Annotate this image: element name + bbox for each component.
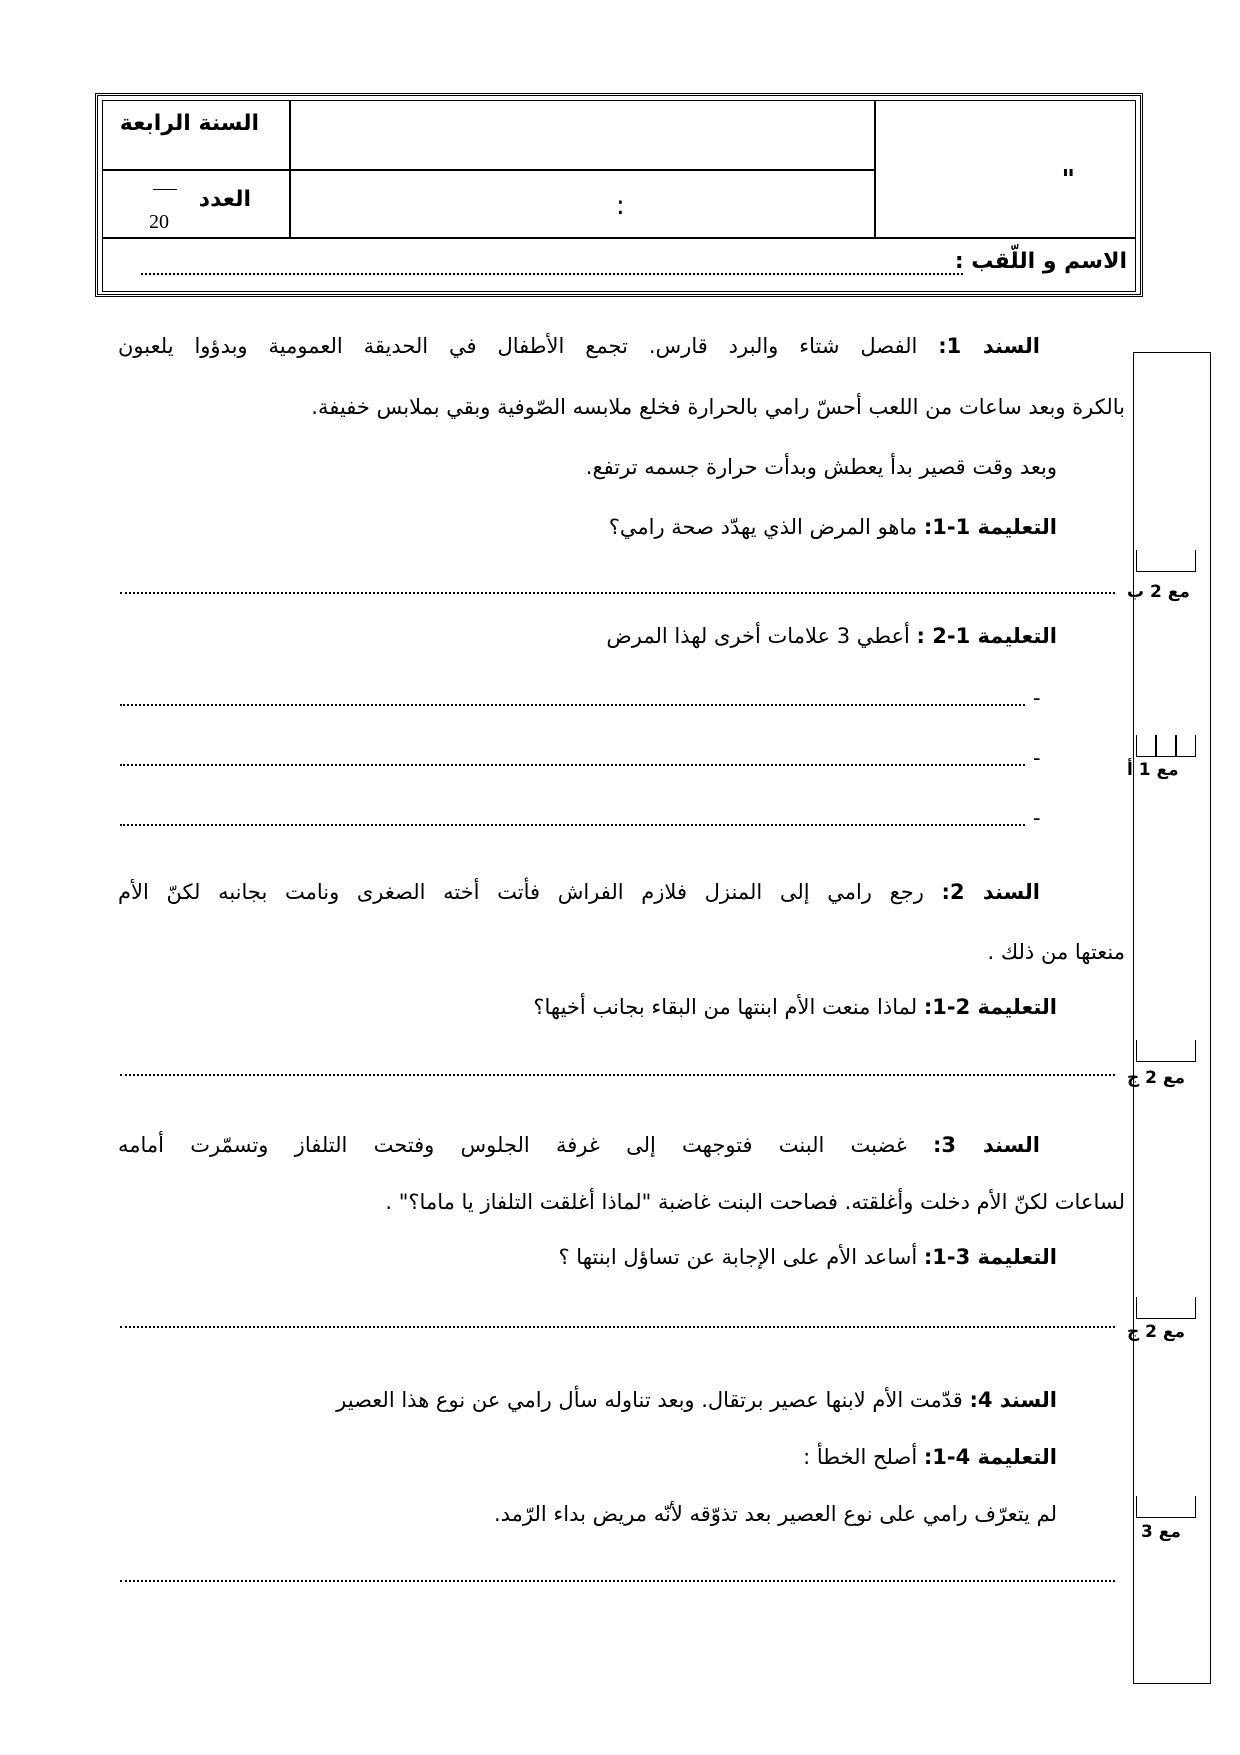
header-quote-mark: " <box>1061 165 1075 195</box>
document-3-line-1 <box>118 1133 1040 1158</box>
document-1-line-3: وبعد وقت قصير بدأ يعطش وبدأت حرارة جسمه ترتفع. <box>585 455 1057 479</box>
answer-line-3-1[interactable] <box>120 1326 1115 1328</box>
document-4-label: السند 4: <box>969 1388 1057 1412</box>
document-4-line-1 <box>336 1388 1057 1413</box>
score-fraction-line <box>153 189 177 190</box>
header-table <box>95 93 1143 297</box>
answer-line-1-2-c[interactable] <box>120 824 1025 826</box>
document-2-line-1 <box>118 880 1040 905</box>
grade-box-1[interactable] <box>1136 550 1196 572</box>
bullet-dash: - <box>1033 746 1041 770</box>
bullet-dash: - <box>1033 806 1041 830</box>
instruction-4-1-text: أصلح الخطأ : <box>803 1445 918 1469</box>
answer-line-1-1[interactable] <box>120 592 1115 594</box>
grade-box-5[interactable] <box>1136 1496 1196 1518</box>
instruction-2-1-label: التعليمة 2-1: <box>923 995 1057 1019</box>
document-2-text: رجع رامي إلى المنزل فلازم الفراش فأتت أخته الصغرى ونامت بجانبه لكنّ الأم <box>118 880 924 904</box>
document-1-line-1 <box>118 334 1040 359</box>
grade-box-4[interactable] <box>1136 1297 1196 1319</box>
header-colon: : <box>616 191 625 221</box>
instruction-2-1-text: لماذا منعت الأم ابنتها من البقاء بجانب أخيها؟ <box>533 995 918 1019</box>
document-3-label: السند 3: <box>932 1133 1040 1157</box>
document-2-line-2: منعتها من ذلك . <box>987 940 1125 964</box>
document-2-label: السند 2: <box>941 880 1040 904</box>
score-cell <box>102 170 290 238</box>
answer-line-1-2-b[interactable] <box>120 764 1025 766</box>
answer-line-4-1[interactable] <box>120 1580 1115 1582</box>
answer-line-2-1[interactable] <box>120 1074 1115 1076</box>
header-colon-cell <box>290 170 875 238</box>
document-1-text: الفصل شتاء والبرد قارس. تجمع الأطفال في الحديقة العمومية وبدؤوا يلعبون <box>118 334 918 358</box>
document-4-text: قدّمت الأم لابنها عصير برتقال. وبعد تناوله سأل رامي عن نوع هذا العصير <box>336 1388 963 1412</box>
bullet-dash: - <box>1033 686 1041 710</box>
document-3-line-2: لساعات لكنّ الأم دخلت وأغلقته. فصاحت البنت غاضبة "لماذا أغلقت التلفاز يا ماما؟" . <box>385 1190 1125 1214</box>
name-label: الاسم و اللّقب : <box>954 249 1127 274</box>
instruction-3-1-text: أساعد الأم على الإجابة عن تساؤل ابنتها ؟ <box>558 1245 918 1269</box>
instruction-1-2-label: التعليمة 1-2 : <box>916 624 1057 648</box>
document-1-line-2: بالكرة وبعد ساعات من اللعب أحسّ رامي بالحرارة فخلع ملابسه الصّوفية وبقي بملابس خفيفة. <box>311 395 1125 419</box>
document-1-label: السند 1: <box>938 334 1040 358</box>
score-label: العدد <box>198 187 251 212</box>
grade-label-3: مع 2 ج <box>1127 1068 1186 1088</box>
grade-label-4: مع 2 ج <box>1127 1322 1186 1342</box>
grade-label-1: مع 2 ب <box>1127 582 1190 602</box>
instruction-1-1-label: التعليمة 1-1: <box>923 515 1057 539</box>
grade-box-2c[interactable] <box>1176 735 1196 757</box>
grade-box-2a[interactable] <box>1136 735 1156 757</box>
grade-box-3[interactable] <box>1136 1040 1196 1062</box>
score-denominator: 20 <box>149 211 169 233</box>
grade-box-2b[interactable] <box>1156 735 1176 757</box>
grade-label-5: مع 3 <box>1141 1522 1181 1542</box>
instruction-1-1 <box>609 515 1057 540</box>
instruction-3-1-label: التعليمة 3-1: <box>923 1245 1057 1269</box>
instruction-1-1-text: ماهو المرض الذي يهدّد صحة رامي؟ <box>608 515 918 539</box>
instruction-3-1 <box>558 1245 1057 1270</box>
instruction-1-2-text: أعطي 3 علامات أخرى لهذا المرض <box>606 624 910 648</box>
instruction-4-1 <box>803 1445 1057 1470</box>
header-school-cell <box>875 100 1136 238</box>
instruction-4-1-label: التعليمة 4-1: <box>923 1445 1057 1469</box>
name-answer-line[interactable] <box>141 273 963 275</box>
grade-label-2: مع 1 أ <box>1127 760 1179 780</box>
instruction-2-1 <box>533 995 1057 1020</box>
document-3-text: غضبت البنت فتوجهت إلى غرفة الجلوس وفتحت التلفاز وتسمّرت أمامه <box>118 1133 907 1157</box>
level-label: السنة الرابعة <box>119 111 259 136</box>
answer-line-1-2-a[interactable] <box>120 704 1025 706</box>
instruction-1-2 <box>606 624 1057 649</box>
statement-to-correct: لم يتعرّف رامي على نوع العصير بعد تذوّقه لأنّه مريض بداء الرّمد. <box>493 1502 1057 1526</box>
level-cell <box>102 100 290 170</box>
header-blank-cell <box>290 100 875 170</box>
name-cell <box>102 238 1136 292</box>
